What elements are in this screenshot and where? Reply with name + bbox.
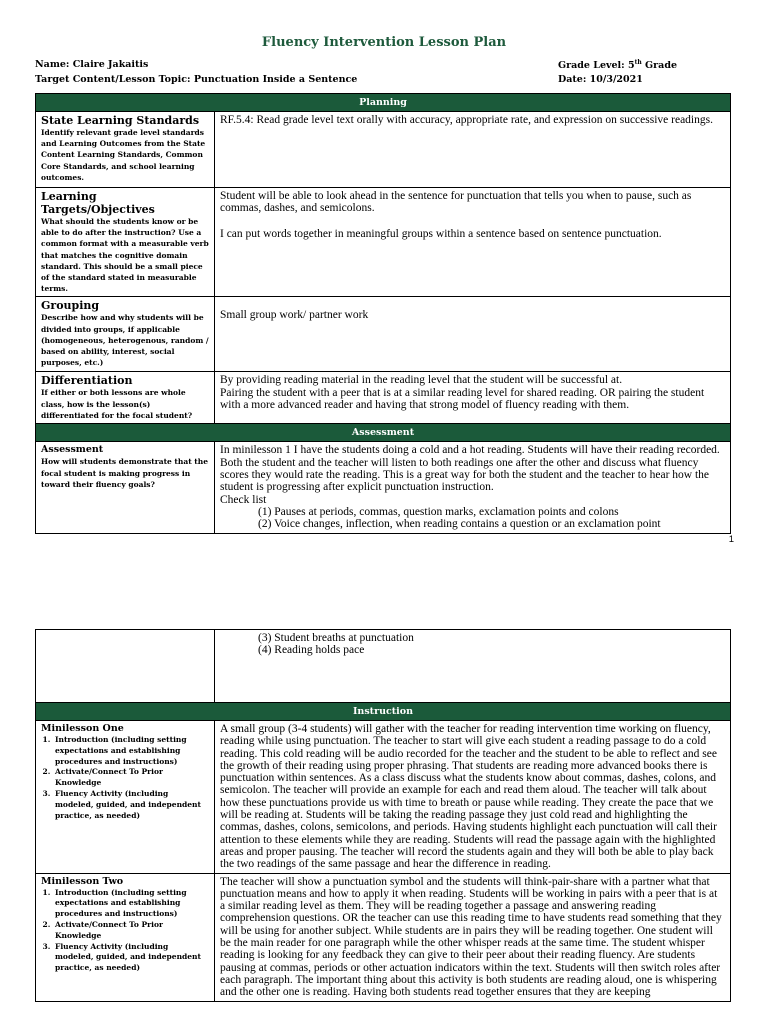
assessment-description: How will students demonstrate that the focal student is making progress in toward their fluency goals? [41,457,208,489]
checklist-item: (1) Pauses at periods, commas, question marks, exclamation points and colons [258,505,619,518]
checklist-item: (4) Reading holds pace [258,644,365,657]
section-header-instruction: Instruction [36,703,731,721]
checklist-item: (3) Student breaths at punctuation [258,632,414,644]
lesson-topic: Target Content/Lesson Topic: Punctuation Inside a Sentence [35,74,358,85]
grade-level: Grade Level: 5th Grade [558,59,678,72]
step-item: 3. Fluency Activity (including modeled, guided, and independent practice, as needed) [53,789,209,821]
minilesson-two-row [36,873,731,1001]
grouping-content: Small group work/ partner work [215,297,731,372]
student-name: Name: Claire Jakaitis [35,59,149,70]
minilesson-one-heading: Minilesson One [41,723,124,734]
step-item: 3. Fluency Activity (including modeled, guided, and independent practice, as needed) [53,942,209,974]
section-header-assessment: Assessment [36,424,731,442]
differentiation-row [36,372,731,424]
page-number: 1 [728,534,734,545]
checklist-continued [220,632,725,657]
targets-heading: Learning Targets/Objectives [41,190,155,216]
step-item: 1. Introduction (including setting expectations and establishing procedures and instructions) [53,735,209,767]
assessment-continued-label-cell [36,630,215,703]
targets-i-can: I can put words together in meaningful groups within a sentence based on sentence punctuation. [220,227,662,240]
minilesson-two-content: The teacher will show a punctuation symbol and the students will think-pair-share with a partner what that punctuation means and how to apply it when reading. Students will be working in pairs with a peer that is at a similar reading level as them. They will be reading together a passage and answering reading comprehension questions. OR the teacher can use this reading time to have students read something that they will be using for another subject. While students are in pairs they will be reading together. One student will be the main reader for one paragraph while the other whisper reads at the same time. The student whisper reading is looking for any feedback they can give to their peer about their reading fluency. Are students pausing at commas, periods or other actuation indicators within the text. Students will then switch roles after each paragraph. The important thing about this activity is both students are reading aloud, one is whispering and the other one is reading. Having both students read together ensures that they are keeping [215,873,731,1001]
differentiation-heading: Differentiation [41,374,133,388]
differentiation-label-cell [36,372,215,424]
grouping-label-cell [36,297,215,372]
targets-row [36,188,731,297]
lesson-date: Date: 10/3/2021 [558,74,643,85]
targets-description: What should the students know or be able to do after the instruction? Use a common format with a measurable verb that matches the cognitive domain standard. This should be a small piece of the standard stated in measurable terms. [41,217,209,294]
document-title: Fluency Intervention Lesson Plan [261,35,507,50]
minilesson-two-label-cell [36,873,215,1001]
differentiation-content: By providing reading material in the reading level that the student will be successful at. Pairing the student with a peer that is at a similar reading level for shared reading. OR pairing the student with a more advanced reader and having that strong model of fluency reading with them. [215,372,731,424]
grouping-row [36,297,731,372]
targets-content [215,188,731,297]
minilesson-one-label-cell [36,721,215,874]
standards-content: RF.5.4: Read grade level text orally with accuracy, appropriate rate, and expression on successive readings. [215,112,731,188]
checklist [220,506,725,531]
grouping-heading: Grouping [41,299,100,313]
assessment-content: In minilesson 1 I have the students doing a cold and a hot reading. Students will have their reading recorded. Both the student and the teacher will listen to both readings one after the other and discuss what fluency scores they would rate the reading. This is a great way for both the student and the teacher to hear how the student is progressing after explicit punctuation instruction. Check list (1) Pauses at periods, commas, question marks, exclamation points and colons (2) Voice changes, inflection, when reading contains a question or an exclamation point [215,442,731,533]
section-header-planning: Planning [36,94,731,112]
checklist-item: (2) Voice changes, inflection, when reading contains a question or an exclamation point [258,518,661,531]
assessment-heading: Assessment [41,444,104,456]
minilesson-two-heading: Minilesson Two [41,875,124,887]
assessment-continued-content [215,630,731,703]
standards-label-cell [36,112,215,188]
targets-objective: Student will be able to look ahead in the sentence for punctuation that tells you when to pause, such as commas, dashes, and semicolons. [220,190,692,215]
standards-description: Identify relevant grade level standards and Learning Outcomes from the State Content Learning Standards, Common Core Standards, and school learning outcomes. [41,128,206,182]
checklist-label: Check list [220,493,267,506]
differentiation-description: If either or both lessons are whole class, how is the lesson(s) differentiated for the focal student? [41,388,193,420]
assessment-continued-row [36,630,731,703]
grouping-description: Describe how and why students will be divided into groups, if applicable (homogeneous, heterogenous, random / based on ability, interest, social purposes, etc.) [41,313,209,368]
step-item: 1. Introduction (including setting expectations and establishing procedures and instructions) [53,888,209,920]
step-item: 2. Activate/Connect To Prior Knowledge [53,767,209,789]
minilesson-two-steps [41,888,209,974]
standards-row [36,112,731,188]
targets-label-cell [36,188,215,297]
minilesson-one-steps [41,735,209,821]
minilesson-one-content: A small group (3-4 students) will gather with the teacher for reading intervention time working on fluency, reading while using punctuation. The teacher to start will give each student a reading passage to do a cold reading. This cold reading will be audio recorded for the teacher and the student to be able to reflect and see the growth of their reading using proper phrasing. That students are reading more advanced books there is punctuation within sentences. As a class discuss what the students know about commas, dashes, colons, and semicolon. The teacher will provide an example for each and read them aloud. The teacher will talk about how these punctuations provide us with time to breath or pause while reading. They create the pace that we will be reading at. Students will be taking the reading passage they just cold read and highlighting the commas, dashes, colons, semicolons, and periods. Having students highlight each punctuation will call their attention to these elements while they are reading. Students will read the passage again with the highlighted areas and proper pausing. The teacher will record the students again and they will both be able to play back the two readings of the same passage and hear the difference in reading. [215,721,731,874]
assessment-row [36,442,731,533]
minilesson-one-row [36,721,731,874]
lesson-plan-table-page-2 [35,629,731,1002]
assessment-label-cell [36,442,215,533]
lesson-plan-table-page-1 [35,93,731,534]
standards-heading: State Learning Standards [41,114,200,127]
step-item: 2. Activate/Connect To Prior Knowledge [53,920,209,942]
